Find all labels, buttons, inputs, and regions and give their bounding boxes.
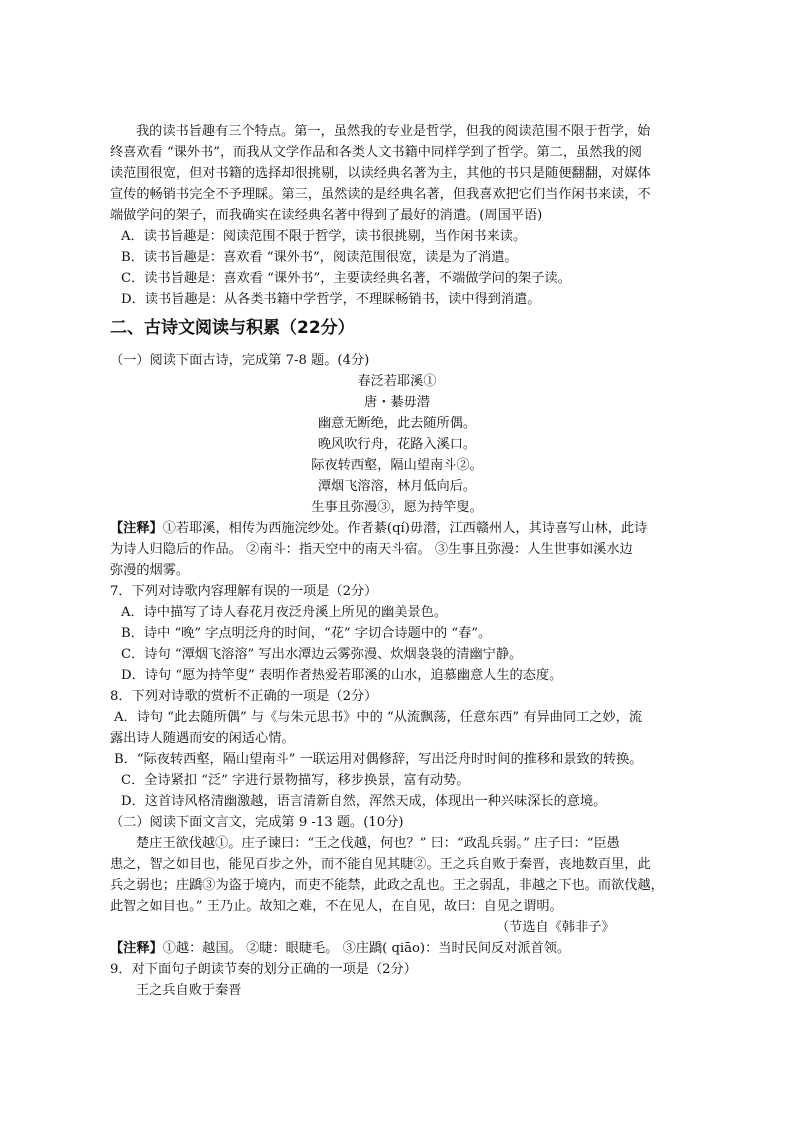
option-a: A．读书旨趣是：阅读范围不限于哲学，读书很挑剔，当作闲书来读。 <box>121 229 527 244</box>
q8-option-d: D．这首诗风格清幽激越，语言清新自然，浑然天成，体现出一种兴味深长的意境。 <box>121 794 607 809</box>
q8-option-a: A．诗句 “此去随所偶” 与《与朱元思书》中的 “从流飘荡，任意东西” 有异曲同工之妙，流 <box>114 710 643 725</box>
q8-option-c: C．全诗紧扣 “泛” 字进行景物描写，移步换景，富有动势。 <box>121 773 470 788</box>
q7-option-d: D．诗句 “愿为持竿叟” 表明作者热爱若耶溪的山水，追慕幽意人生的态度。 <box>121 668 563 683</box>
note-text: ①越：越国。 ②睫：眼睫毛。 ③庄蹻( qiāo)：当时民间反对派首领。 <box>162 941 571 956</box>
passage-line: 宣传的畅销书完全不予理睬。第三，虽然读的是经典名著，但我喜欢把它们当作闲书来读，不 <box>110 187 651 202</box>
passage-line: 终喜欢看 “课外书”，而我从文学作品和各类人文书籍中同样学到了哲学。第二，虽然我的阅 <box>110 145 642 160</box>
q7-option-b: B．诗中 “晚” 字点明泛舟的时间，“花” 字切合诗题中的 “春”。 <box>121 626 492 641</box>
q7-option-c: C．诗句 “潭烟飞溶溶” 写出水潭边云雾弥漫、炊烟袅袅的清幽宁静。 <box>121 647 523 662</box>
classical-line: 患之，智之如目也，能见百步之外，而不能自见其睫②。王之兵自败于秦晋，丧地数百里，此 <box>110 857 651 872</box>
poem-line: 幽意无断绝，此去随所偶。 <box>317 416 477 431</box>
classical-line: 兵之弱也；庄蹻③为盗于境内，而吏不能禁，此政之乱也。王之弱乱，非越之下也。而欲伐越， <box>110 878 664 893</box>
poem-line: 生事且弥漫③，愿为持竿叟。 <box>311 500 483 515</box>
q8-option-a-cont: 露出诗人随遇而安的闲适心情。 <box>110 731 295 746</box>
poem-line: 晚风吹行舟，花路入溪口。 <box>317 437 477 452</box>
poem-line: 际夜转西壑，隔山望南斗②。 <box>311 458 483 473</box>
poem-author: 唐・綦毋潜 <box>364 395 430 410</box>
note-label: 【注释】 <box>110 941 163 956</box>
passage-line: 端做学问的架子，而我确实在读经典名著中得到了最好的消遣。(周国平语) <box>110 208 543 223</box>
question-9-stem: 9．对下面句子朗读节奏的划分正确的一项是（2分） <box>110 962 417 977</box>
note-line: 弥漫的烟雾。 <box>110 563 190 578</box>
note-line <box>110 518 647 539</box>
classical-line: 此智之如目也。” 王乃止。故知之难，不在见人，在自见，故曰：自见之谓明。 <box>110 899 563 914</box>
note-line: 为诗人归隐后的作品。 ②南斗：指天空中的南天斗宿。 ③生事且弥漫：人生世事如溪水边 <box>110 542 633 557</box>
note-line <box>110 938 570 959</box>
option-c: C．读书旨趣是：喜欢看 “课外书”，主要读经典名著，不端做学问的架子读。 <box>121 271 571 286</box>
option-d: D．读书旨趣是：从各类书籍中学哲学，不理睬畅销书，读中得到消遣。 <box>121 292 541 307</box>
section-heading: 二、古诗文阅读与积累（22分） <box>110 318 355 338</box>
part1-intro: （一）阅读下面古诗，完成第 7-8 题。(4分) <box>110 353 370 368</box>
q9-sentence: 王之兵自败于秦晋 <box>136 983 242 998</box>
passage-line: 读范围很宽，但对书籍的选择却很挑剔，以读经典名著为主，其他的书只是随便翻翻，对媒体 <box>110 166 651 181</box>
source-citation: （节选自《韩非子》 <box>496 920 615 935</box>
q7-option-a: A．诗中描写了诗人春花月夜泛舟溪上所见的幽美景色。 <box>121 605 448 620</box>
option-b: B．读书旨趣是：喜欢看 “课外书”，阅读范围很宽，读是为了消遣。 <box>121 250 518 265</box>
note-text: ①若耶溪，相传为西施浣纱处。作者綦(qí)毋潜，江西赣州人，其诗喜写山林，此诗 <box>162 521 648 536</box>
question-8-stem: 8．下列对诗歌的赏析不正确的一项是（2分） <box>110 689 378 704</box>
classical-line: 楚庄王欲伐越①。庄子谏曰：“王之伐越，何也？” 曰：“政乱兵弱。” 庄子曰：“臣愚 <box>136 836 620 851</box>
part2-intro: （二）阅读下面文言文，完成第 9 -13 题。(10分) <box>110 815 404 830</box>
poem-line: 潭烟飞溶溶，林月低向后。 <box>317 479 477 494</box>
question-7-stem: 7．下列对诗歌内容理解有误的一项是（2分） <box>110 584 378 599</box>
poem-title: 春泛若耶溪① <box>357 374 437 389</box>
q8-option-b: B．“际夜转西壑，隔山望南斗” 一联运用对偶修辞，写出泛舟时时间的推移和景致的转换。 <box>114 752 643 767</box>
note-label: 【注释】 <box>110 521 163 536</box>
passage-line: 我的读书旨趣有三个特点。第一，虽然我的专业是哲学，但我的阅读范围不限于哲学，始 <box>136 124 651 139</box>
